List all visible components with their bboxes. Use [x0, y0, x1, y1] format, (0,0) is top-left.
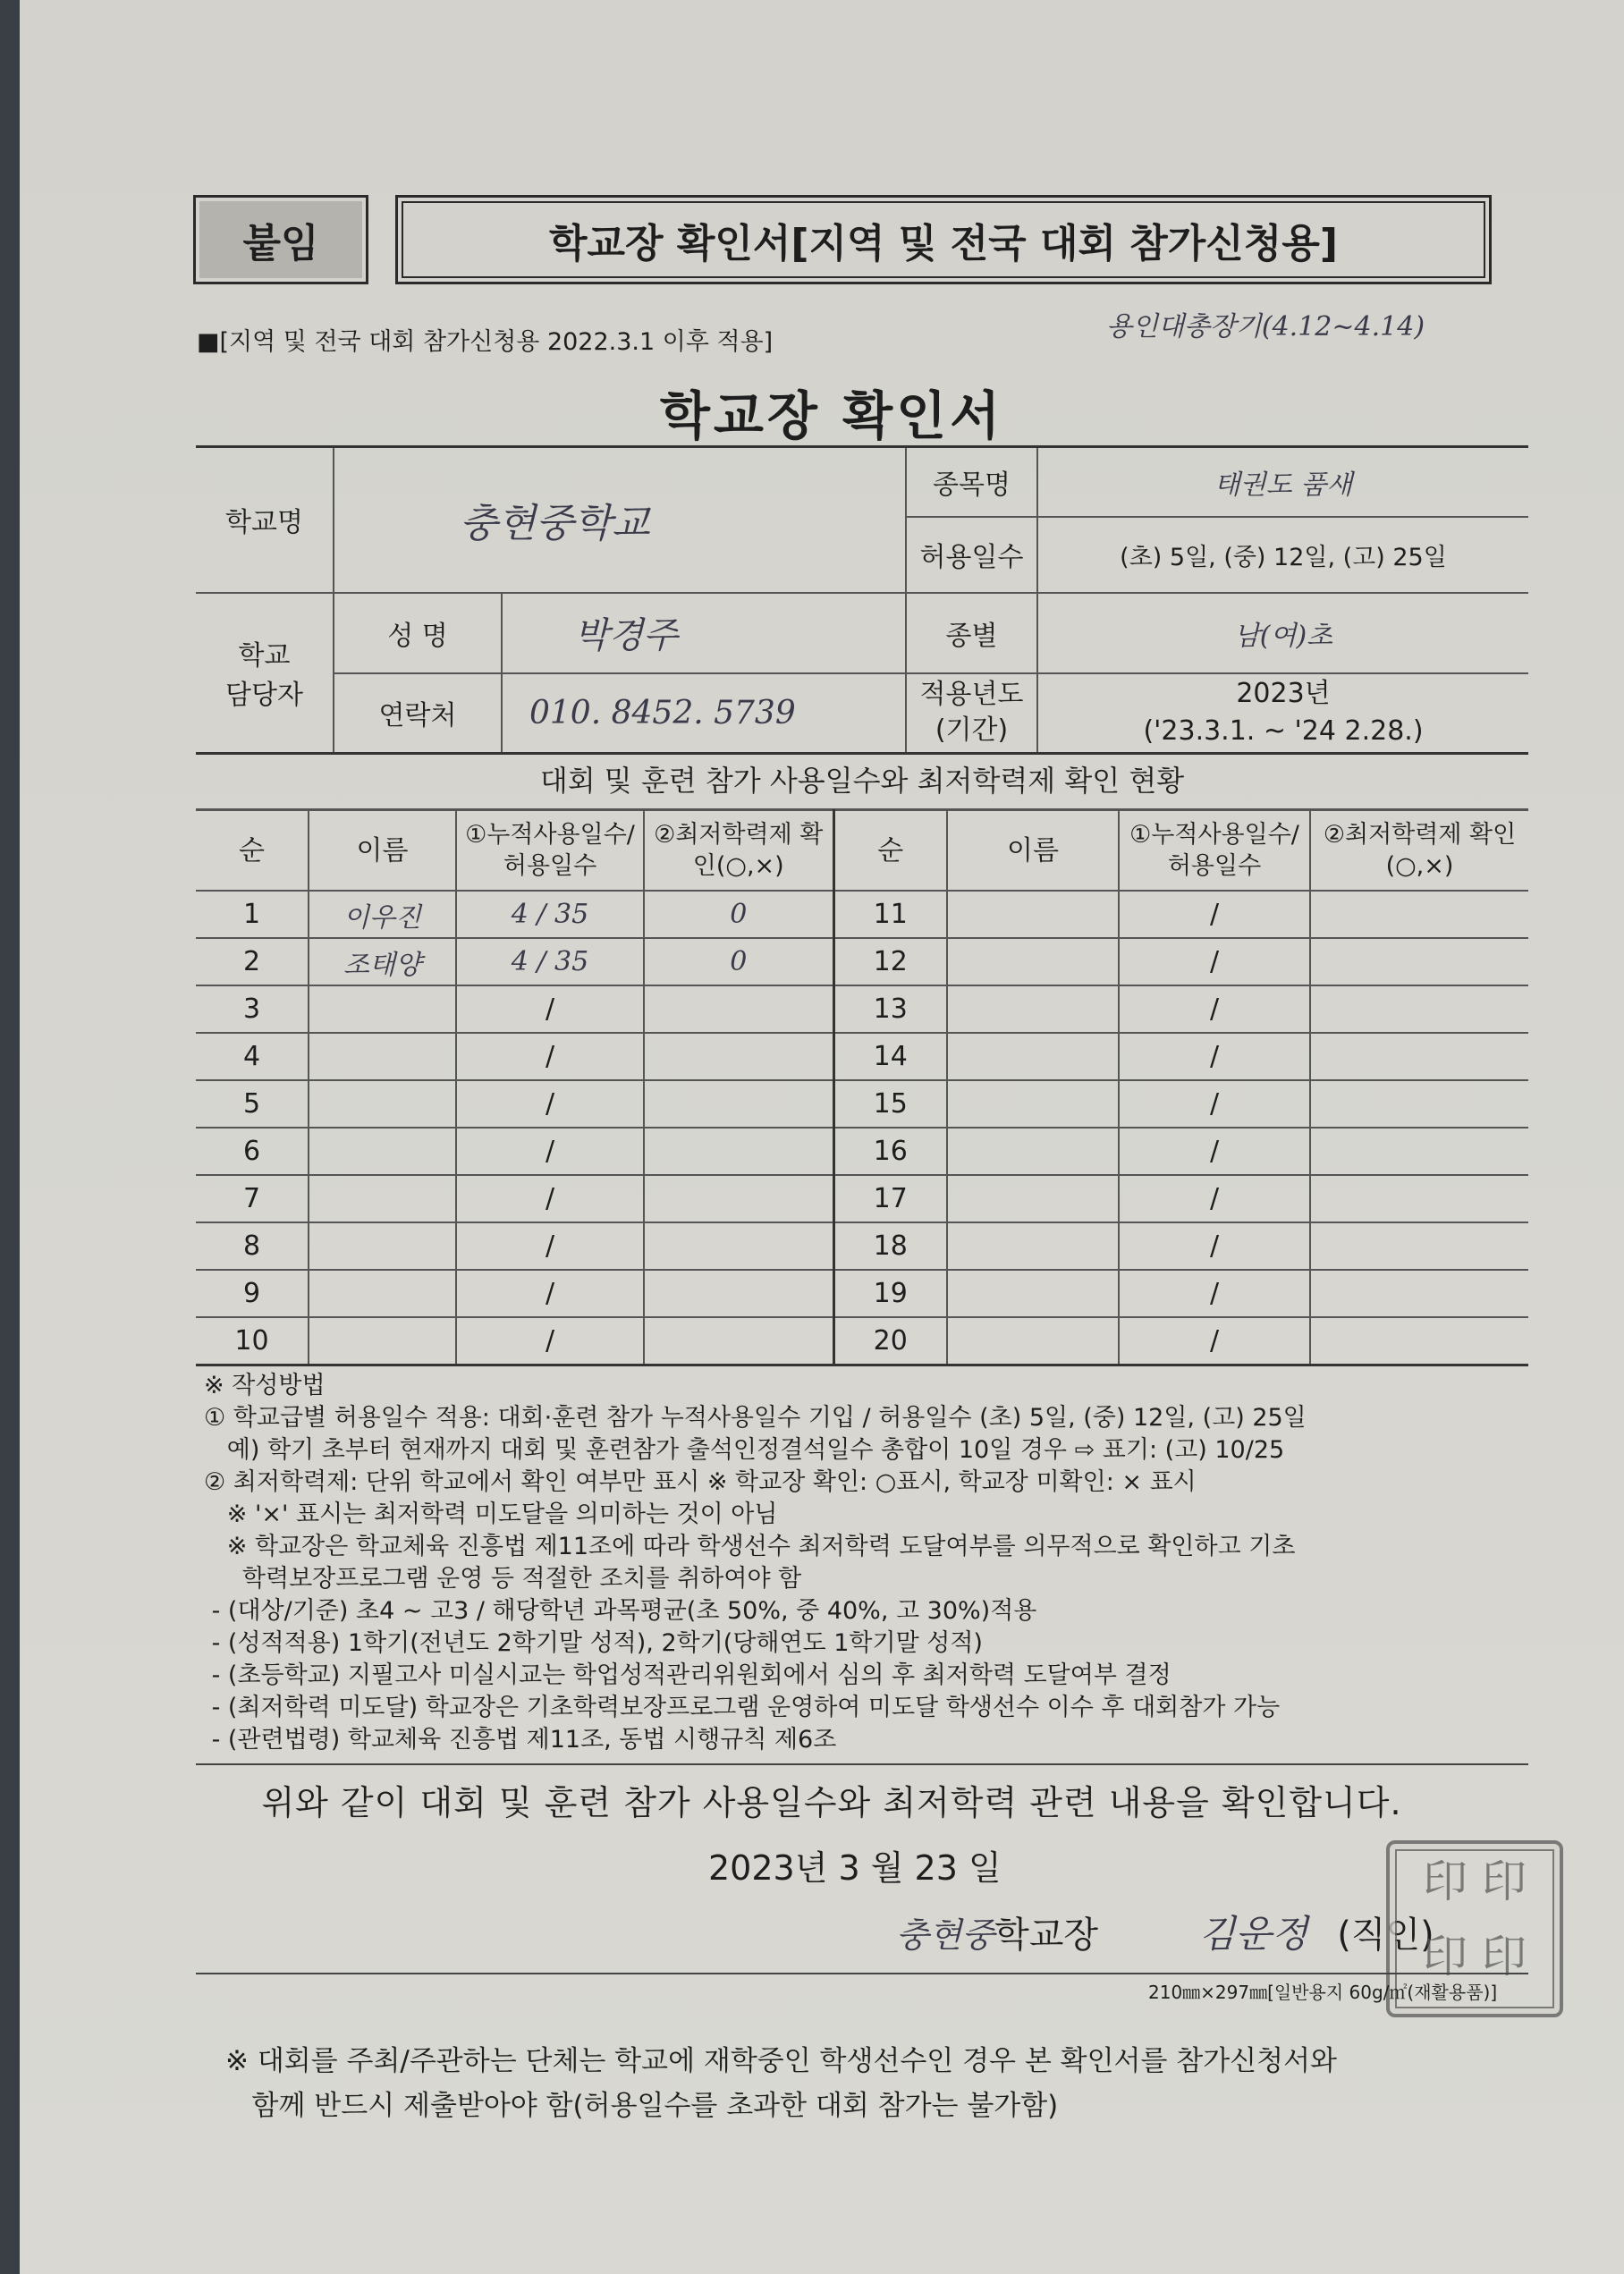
row-days-2: / — [1119, 1317, 1310, 1365]
row-check-2 — [1310, 1033, 1528, 1080]
row-days-2: / — [1119, 891, 1310, 938]
school-label: 학교명 — [196, 447, 334, 593]
row-days-2: / — [1119, 1222, 1310, 1270]
row-name-2 — [947, 1270, 1119, 1317]
row-name — [309, 1175, 456, 1222]
signature-school: 충현중 — [896, 1915, 995, 1955]
header-days: ①누적사용일수/허용일수 — [456, 810, 644, 891]
row-check — [644, 1175, 833, 1222]
table-row — [196, 938, 1528, 985]
table-row — [196, 1080, 1528, 1128]
row-check-2 — [1310, 938, 1528, 985]
row-name: 조태양 — [309, 938, 456, 985]
gender-label: 종별 — [906, 593, 1037, 673]
row-check-2 — [1310, 1080, 1528, 1128]
row-name-2 — [947, 985, 1119, 1033]
note-line: - (초등학교) 지필고사 미실시교는 학업성적관리위원회에서 심의 후 최저학력 도달여부 결정 — [204, 1661, 1171, 1689]
phone-value: 010. 8452. 5739 — [502, 673, 906, 754]
row-check-2 — [1310, 1317, 1528, 1365]
table-row — [196, 985, 1528, 1033]
row-no-2: 17 — [833, 1175, 947, 1222]
row-no-2: 19 — [833, 1270, 947, 1317]
divider — [196, 1973, 1528, 1974]
row-days-2: / — [1119, 985, 1310, 1033]
row-check: 0 — [644, 891, 833, 938]
sport-label: 종목명 — [906, 447, 1037, 517]
signature-name: 김운정 — [1198, 1912, 1308, 1956]
table-row — [196, 891, 1528, 938]
note-line: 예) 학기 초부터 현재까지 대회 및 훈련참가 출석인정결석일수 총합이 10일 경우 ⇨ 표기: (고) 10/25 — [204, 1436, 1285, 1464]
note-line: ※ 학교장은 학교체육 진흥법 제11조에 따라 학생선수 최저학력 도달여부를 의무적으로 확인하고 기초 — [204, 1533, 1296, 1560]
header-no: 순 — [196, 810, 309, 891]
year-value — [1037, 673, 1528, 754]
form-title-box — [395, 195, 1492, 284]
row-days: / — [456, 1270, 644, 1317]
name-label: 성 명 — [334, 593, 502, 673]
row-days: 4 / 35 — [456, 938, 644, 985]
table-row — [196, 1270, 1528, 1317]
row-days: / — [456, 1128, 644, 1175]
row-name-2 — [947, 1033, 1119, 1080]
row-name-2 — [947, 1222, 1119, 1270]
row-no: 5 — [196, 1080, 309, 1128]
row-check: 0 — [644, 938, 833, 985]
row-name-2 — [947, 1080, 1119, 1128]
row-no: 7 — [196, 1175, 309, 1222]
table-row — [196, 1033, 1528, 1080]
row-no: 2 — [196, 938, 309, 985]
row-check — [644, 1080, 833, 1128]
attachment-tag — [193, 195, 368, 284]
signature-title: 학교장 — [994, 1915, 1099, 1956]
row-check-2 — [1310, 891, 1528, 938]
row-days: 4 / 35 — [456, 891, 644, 938]
main-title: 학교장 확인서 — [659, 385, 1004, 446]
row-no-2: 14 — [833, 1033, 947, 1080]
year-label-2: (기간) — [935, 714, 1009, 747]
attachment-tag-label: 붙임 — [242, 221, 319, 266]
row-name-2 — [947, 1175, 1119, 1222]
row-no-2: 15 — [833, 1080, 947, 1128]
row-name — [309, 1033, 456, 1080]
table-row — [196, 1222, 1528, 1270]
year-value-1: 2023년 — [1236, 678, 1331, 710]
contact-person-label — [196, 593, 334, 754]
note-line: - (대상/기준) 초4 ~ 고3 / 해당학년 과목평균(초 50%, 중 40%, 고 30%)적용 — [204, 1597, 1037, 1625]
row-name-2 — [947, 891, 1119, 938]
sport-value: 태권도 품새 — [1037, 447, 1528, 517]
note-line: - (관련법령) 학교체육 진흥법 제11조, 동법 시행규칙 제6조 — [204, 1726, 837, 1754]
form-title: 학교장 확인서[지역 및 전국 대회 참가신청용] — [549, 221, 1338, 266]
note-line: - (성적적용) 1학기(전년도 2학기말 성적), 2학기(당해연도 1학기말 성적) — [204, 1629, 983, 1657]
row-check — [644, 1222, 833, 1270]
row-days: / — [456, 1222, 644, 1270]
row-name — [309, 1222, 456, 1270]
form-subtitle: ■[지역 및 전국 대회 참가신청용 2022.3.1 이후 적용] — [197, 328, 774, 356]
row-no: 6 — [196, 1128, 309, 1175]
row-name-2 — [947, 1317, 1119, 1365]
row-days: / — [456, 1175, 644, 1222]
row-days: / — [456, 1033, 644, 1080]
row-days-2: / — [1119, 1128, 1310, 1175]
footer-line: 함께 반드시 제출받아야 함(허용일수를 초과한 대회 참가는 불가함) — [225, 2090, 1059, 2122]
row-no: 10 — [196, 1317, 309, 1365]
table-row — [196, 1317, 1528, 1365]
row-name — [309, 1270, 456, 1317]
row-no: 3 — [196, 985, 309, 1033]
gender-value: 남(여)초 — [1037, 593, 1528, 673]
row-days: / — [456, 1317, 644, 1365]
year-label — [906, 673, 1037, 754]
row-check-2 — [1310, 985, 1528, 1033]
note-line: ② 최저학력제: 단위 학교에서 확인 여부만 표시 ※ 학교장 확인: ○표시, 학교장 미확인: × 표시 — [204, 1468, 1197, 1496]
row-no-2: 12 — [833, 938, 947, 985]
row-no-2: 16 — [833, 1128, 947, 1175]
name-value: 박경주 — [502, 593, 906, 673]
row-no-2: 18 — [833, 1222, 947, 1270]
row-name — [309, 1128, 456, 1175]
seal-icon: 印 印 — [1423, 1856, 1527, 1907]
header-check-2: ②최저학력제 확인(○,×) — [1310, 810, 1528, 891]
row-check — [644, 1270, 833, 1317]
row-days-2: / — [1119, 938, 1310, 985]
note-line: ※ 작성방법 — [204, 1372, 326, 1399]
year-label-1: 적용년도 — [919, 679, 1024, 711]
row-no-2: 11 — [833, 891, 947, 938]
header-check: ②최저학력제 확인(○,×) — [644, 810, 833, 891]
note-line: ※ '×' 표시는 최저학력 미도달을 의미하는 것이 아님 — [204, 1501, 778, 1528]
table-row — [196, 1128, 1528, 1175]
row-no: 8 — [196, 1222, 309, 1270]
row-check-2 — [1310, 1222, 1528, 1270]
days-value: (초) 5일, (중) 12일, (고) 25일 — [1037, 517, 1528, 593]
row-check-2 — [1310, 1175, 1528, 1222]
divider — [196, 1763, 1528, 1765]
note-line: - (최저학력 미도달) 학교장은 기초학력보장프로그램 운영하여 미도달 학생선수 이수 후 대회참가 가능 — [204, 1694, 1281, 1721]
paper-spec: 210㎜×297㎜[일반용지 60g/㎡(재활용품)] — [1148, 1982, 1498, 2003]
days-label: 허용일수 — [906, 517, 1037, 593]
row-check — [644, 985, 833, 1033]
footer-note — [225, 2039, 1337, 2128]
row-no-2: 20 — [833, 1317, 947, 1365]
issue-date: 2023년 3 월 23 일 — [708, 1848, 1002, 1888]
row-name-2 — [947, 938, 1119, 985]
row-no: 1 — [196, 891, 309, 938]
header-days-2: ①누적사용일수/허용일수 — [1119, 810, 1310, 891]
row-check — [644, 1128, 833, 1175]
confirmation-statement: 위와 같이 대회 및 훈련 참가 사용일수와 최저학력 관련 내용을 확인합니다. — [261, 1783, 1402, 1822]
row-no: 9 — [196, 1270, 309, 1317]
status-section-title: 대회 및 훈련 참가 사용일수와 최저학력제 확인 현황 — [196, 749, 1528, 810]
school-value: 충현중학교 — [334, 447, 906, 593]
row-name — [309, 985, 456, 1033]
row-days-2: / — [1119, 1033, 1310, 1080]
row-check — [644, 1317, 833, 1365]
header-name: 이름 — [309, 810, 456, 891]
year-value-2: ('23.3.1. ~ '24 2.28.) — [1143, 715, 1424, 748]
footer-line: ※ 대회를 주최/주관하는 단체는 학교에 재학중인 학생선수인 경우 본 확인서를 참가신청서와 — [225, 2045, 1337, 2077]
header-name-2: 이름 — [947, 810, 1119, 891]
seal-icon: 印 印 — [1423, 1931, 1527, 1982]
row-name — [309, 1080, 456, 1128]
handwritten-annotation: 용인대총장기(4.12~4.14) — [1106, 311, 1425, 342]
document-page — [20, 0, 1624, 2274]
row-days: / — [456, 1080, 644, 1128]
phone-label: 연락처 — [334, 673, 502, 754]
row-check-2 — [1310, 1128, 1528, 1175]
row-no: 4 — [196, 1033, 309, 1080]
contact-person-label-2: 담당자 — [225, 680, 303, 712]
row-name-2 — [947, 1128, 1119, 1175]
info-table — [196, 445, 1528, 755]
header-no-2: 순 — [833, 810, 947, 891]
row-name — [309, 1317, 456, 1365]
row-name: 이우진 — [309, 891, 456, 938]
row-check-2 — [1310, 1270, 1528, 1317]
row-check — [644, 1033, 833, 1080]
row-days-2: / — [1119, 1270, 1310, 1317]
row-days-2: / — [1119, 1080, 1310, 1128]
status-table — [196, 809, 1528, 1366]
row-days: / — [456, 985, 644, 1033]
row-no-2: 13 — [833, 985, 947, 1033]
signature-line — [896, 1905, 1434, 1958]
instructions — [204, 1370, 1536, 1756]
table-row — [196, 1175, 1528, 1222]
row-days-2: / — [1119, 1175, 1310, 1222]
note-line: ① 학교급별 허용일수 적용: 대회·훈련 참가 누적사용일수 기입 / 허용일수 (초) 5일, (중) 12일, (고) 25일 — [204, 1404, 1307, 1432]
contact-person-label-1: 학교 — [238, 640, 291, 672]
seal-mark: (직인) — [1337, 1915, 1434, 1956]
note-line: 학력보장프로그램 운영 등 적절한 조치를 취하여야 함 — [204, 1565, 802, 1593]
